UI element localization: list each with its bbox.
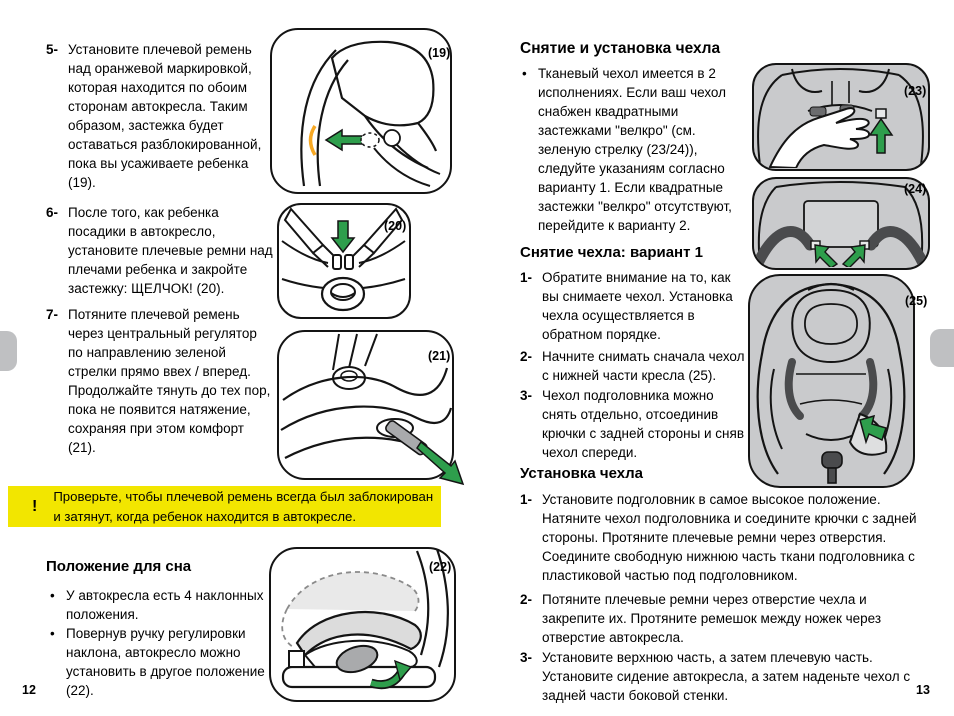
install-section-title: Установка чехла: [520, 465, 643, 482]
cover-section-title: Снятие и установка чехла: [520, 40, 721, 57]
figure-22-label: (22): [429, 560, 452, 574]
install-step-2-number: 2-: [520, 592, 533, 607]
figure-20-label: (20): [384, 219, 407, 233]
orange-marking: [311, 126, 316, 155]
buckle: [822, 452, 842, 468]
warning-text: Проверьте, чтобы плечевой ремень всегда был заблокирован и затянут, когда ребенок находится в автокресле.: [53, 488, 434, 524]
bullet-dot: •: [522, 66, 527, 81]
sleep-bullet-1-text: У автокресла есть 4 наклонных положения.: [66, 588, 264, 622]
sleep-bullet-2-text: Повернув ручку регулировки наклона, автокресло можно установить в другое положение (22).: [66, 626, 265, 698]
figure-21-drawing: [279, 332, 451, 477]
warning-banner: [8, 486, 441, 527]
removal-step-2-number: 2-: [520, 349, 533, 364]
removal-step-1-text: Обратите внимание на то, как вы снимаете чехол. Установка чехла осуществляется в обратном порядке.: [542, 270, 733, 342]
figure-23: [752, 63, 930, 171]
green-arrow-icon: [815, 245, 837, 267]
figure-25: [748, 274, 915, 488]
step-6-number: 6-: [46, 205, 59, 220]
green-arrow-icon: [870, 119, 892, 153]
step-5-text: Установите плечевой ремень над оранжевой маркировкой, которая находится по обоим сторонам автокресла. Таким образом, застежка будет оставаться разблокированной, пока вы усаживаете ребенка (19).: [68, 42, 262, 190]
removal-step-2: [520, 347, 750, 385]
green-arrow-icon: [417, 442, 463, 484]
figure-19-label: (19): [428, 46, 451, 60]
figure-24-drawing: [754, 179, 927, 267]
step-6: [46, 203, 278, 298]
figure-19: [270, 28, 452, 194]
step-7-text: Потяните плечевой ремень через центральный регулятор по направлению зеленой стрелки прямо ввех / вперед. Продолжайте тянуть до тех пор, пока не появится натяжение, сохраняя при этом комфорт (21).: [68, 307, 271, 455]
bullet-dot: •: [50, 588, 55, 603]
step-7-number: 7-: [46, 307, 59, 322]
green-arrow-icon: [326, 130, 362, 150]
install-step-3: [520, 648, 940, 705]
pointing-hand: [770, 108, 869, 168]
removal-step-2-text: Начните снимать сначала чехол с нижней части кресла (25).: [542, 349, 745, 383]
step-7: [46, 305, 274, 457]
removal-step-3-number: 3-: [520, 388, 533, 403]
velcro-square: [876, 109, 886, 118]
figure-22: [269, 547, 456, 702]
cover-intro-text: Тканевый чехол имеется в 2 исполнениях. Если ваш чехол снабжен квадратными застежками "велкро" (см. зеленую стрелку (23/24)), следуйте указаниям согласно варианту 1. Если квадратные застежки "велкро" отсутствуют, перейдите к варианту 2.: [538, 66, 732, 233]
sleep-bullet-2: [46, 624, 278, 700]
install-step-1-number: 1-: [520, 492, 533, 507]
figure-21-label: (21): [428, 349, 451, 363]
sleep-bullet-1: [46, 586, 271, 624]
green-arrow-icon: [332, 221, 354, 252]
step-5-number: 5-: [46, 42, 59, 57]
figure-19-drawing: [272, 30, 449, 191]
step-5: [46, 40, 274, 192]
removal-section-title: Снятие чехла: вариант 1: [520, 244, 703, 261]
install-step-3-number: 3-: [520, 650, 533, 665]
removal-step-3: [520, 386, 752, 462]
bullet-dot: •: [50, 626, 55, 641]
step-6-text: После того, как ребенка посадики в автокресло, установите плечевые ремни над плечами ребенка и закройте застежку: ЩЕЛЧОК! (20).: [68, 205, 273, 296]
install-step-1-text: Установите подголовник в самое высокое положение. Натяните чехол подголовника и соедините крючки с задней стороны. Протяните плечевые ремни через отверстия. Соедините свободную нижнюю часть ткани подголовника с пластиковой частью под подголовником.: [542, 492, 917, 583]
install-step-2-text: Потяните плечевые ремни через отверстие чехла и закрепите их. Протяните ремешок между ножек через отверстие автокресла.: [542, 592, 882, 645]
recline-ghost-outline: [287, 572, 418, 611]
page-number-left: 12: [22, 683, 36, 697]
figure-25-label: (25): [905, 294, 928, 308]
exclamation-icon: !: [32, 497, 38, 515]
figure-24-label: (24): [904, 182, 927, 196]
figure-23-drawing: [754, 65, 927, 168]
sleep-section-title: Положение для сна: [46, 558, 192, 575]
figure-25-drawing: [750, 276, 912, 485]
green-arrow-icon: [843, 245, 865, 267]
install-step-2: [520, 590, 940, 647]
figure-23-label: (23): [904, 84, 927, 98]
removal-step-1: [520, 268, 750, 344]
side-strap: [871, 231, 923, 263]
cover-intro-bullet: [518, 64, 746, 235]
page-number-right: 13: [916, 683, 930, 697]
right-edge-tab: [930, 329, 954, 367]
figure-22-drawing: [271, 549, 453, 699]
left-edge-tab: [0, 331, 17, 371]
install-step-1: [520, 490, 940, 585]
removal-step-1-number: 1-: [520, 270, 533, 285]
install-step-3-text: Установите верхнюю часть, а затем плечевую часть. Установите сидение автокресла, а затем наденьте чехол с задней части боковой стенки.: [542, 650, 911, 703]
side-strap: [758, 231, 810, 263]
removal-step-3-text: Чехол подголовника можно снять отдельно, отсоединив крючки с задней стороны и сняв чехол спереди.: [542, 388, 744, 460]
